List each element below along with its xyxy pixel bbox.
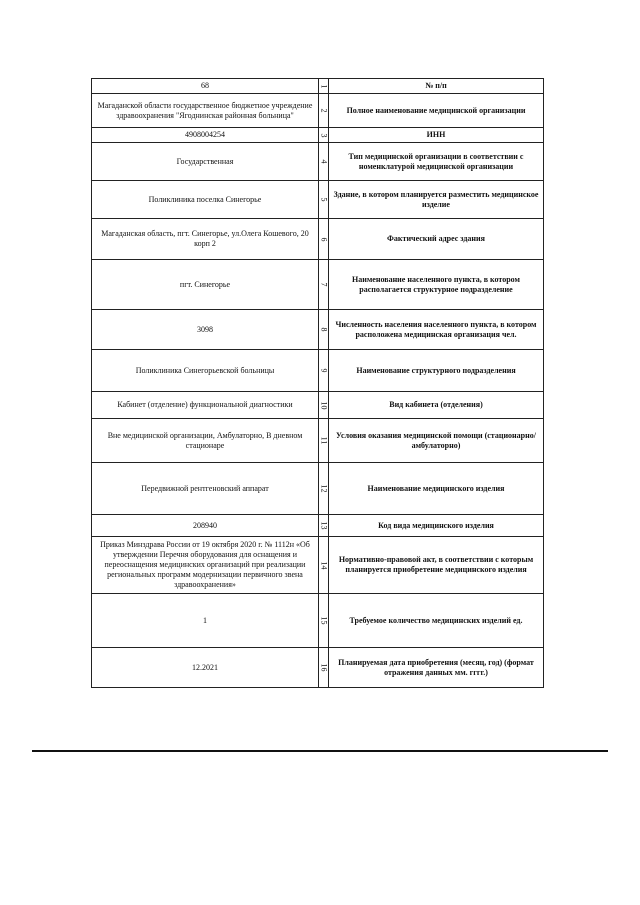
table-row — [92, 350, 544, 392]
row-number: 14 — [319, 537, 329, 594]
row-number: 3 — [319, 128, 329, 143]
row-label: Здание, в котором планируется разместить медицинское изделие — [329, 181, 544, 219]
row-label: Фактический адрес здания — [329, 219, 544, 260]
table-row — [92, 594, 544, 648]
row-number: 16 — [319, 648, 329, 688]
table-row — [92, 260, 544, 310]
row-label: Наименование населенного пункта, в котором располагается структурное подразделение — [329, 260, 544, 310]
row-number: 2 — [319, 94, 329, 128]
table-row — [92, 419, 544, 463]
table-row — [92, 392, 544, 419]
row-value: 4908004254 — [92, 128, 319, 143]
row-label: Вид кабинета (отделения) — [329, 392, 544, 419]
row-value: 68 — [92, 79, 319, 94]
row-number: 12 — [319, 463, 329, 515]
row-label: Численность населения населенного пункта, в котором расположена медицинская организация чел. — [329, 310, 544, 350]
table-row — [92, 648, 544, 688]
row-value: 3098 — [92, 310, 319, 350]
row-value: 208940 — [92, 515, 319, 537]
footer-rule — [32, 750, 608, 752]
row-number: 7 — [319, 260, 329, 310]
row-number: 10 — [319, 392, 329, 419]
row-number: 8 — [319, 310, 329, 350]
row-value: Поликлиника Синегорьевской больницы — [92, 350, 319, 392]
row-number: 6 — [319, 219, 329, 260]
row-label: № п/п — [329, 79, 544, 94]
row-value: Вне медицинской организации, Амбулаторно, В дневном стационаре — [92, 419, 319, 463]
row-number: 1 — [319, 79, 329, 94]
row-number: 5 — [319, 181, 329, 219]
row-label: Нормативно-правовой акт, в соответствии с которым планируется приобретение медицинского изделия — [329, 537, 544, 594]
table-row — [92, 128, 544, 143]
row-value: Магаданской области государственное бюджетное учреждение здравоохранения "Ягоднинская районная больница" — [92, 94, 319, 128]
table-row — [92, 310, 544, 350]
row-value: Поликлиника поселка Синегорье — [92, 181, 319, 219]
row-value: 12.2021 — [92, 648, 319, 688]
row-value: Магаданская область, пгт. Синегорье, ул.Олега Кошевого, 20 корп 2 — [92, 219, 319, 260]
table-row — [92, 537, 544, 594]
row-label: Условия оказания медицинской помощи (стационарно/амбулаторно) — [329, 419, 544, 463]
table-row — [92, 94, 544, 128]
row-label: Требуемое количество медицинских изделий ед. — [329, 594, 544, 648]
row-label: Планируемая дата приобретения (месяц, год) (формат отражения данных мм. гггг.) — [329, 648, 544, 688]
row-label: Наименование структурного подразделения — [329, 350, 544, 392]
row-value: пгт. Синегорье — [92, 260, 319, 310]
table-row — [92, 181, 544, 219]
row-number: 11 — [319, 419, 329, 463]
row-number: 4 — [319, 143, 329, 181]
table-row — [92, 515, 544, 537]
row-value: Государственная — [92, 143, 319, 181]
row-value: 1 — [92, 594, 319, 648]
medical-equipment-table — [91, 78, 544, 688]
table-row — [92, 463, 544, 515]
row-number: 9 — [319, 350, 329, 392]
row-label: Наименование медицинского изделия — [329, 463, 544, 515]
row-number: 15 — [319, 594, 329, 648]
row-value: Приказ Минздрава России от 19 октября 2020 г. № 1112н «Об утверждении Перечня оборудования для оснащения и переоснащения медицинских организаций при реализации региональных программ модернизации первичного звена здравоохранения» — [92, 537, 319, 594]
row-label: Тип медицинской организации в соответствии с номенклатурой медицинской организации — [329, 143, 544, 181]
table-row — [92, 219, 544, 260]
row-value: Передвижной рентгеновский аппарат — [92, 463, 319, 515]
row-number: 13 — [319, 515, 329, 537]
table-row — [92, 79, 544, 94]
row-label: Полное наименование медицинской организации — [329, 94, 544, 128]
row-label: ИНН — [329, 128, 544, 143]
table-row — [92, 143, 544, 181]
row-label: Код вида медицинского изделия — [329, 515, 544, 537]
row-value: Кабинет (отделение) функциональной диагностики — [92, 392, 319, 419]
